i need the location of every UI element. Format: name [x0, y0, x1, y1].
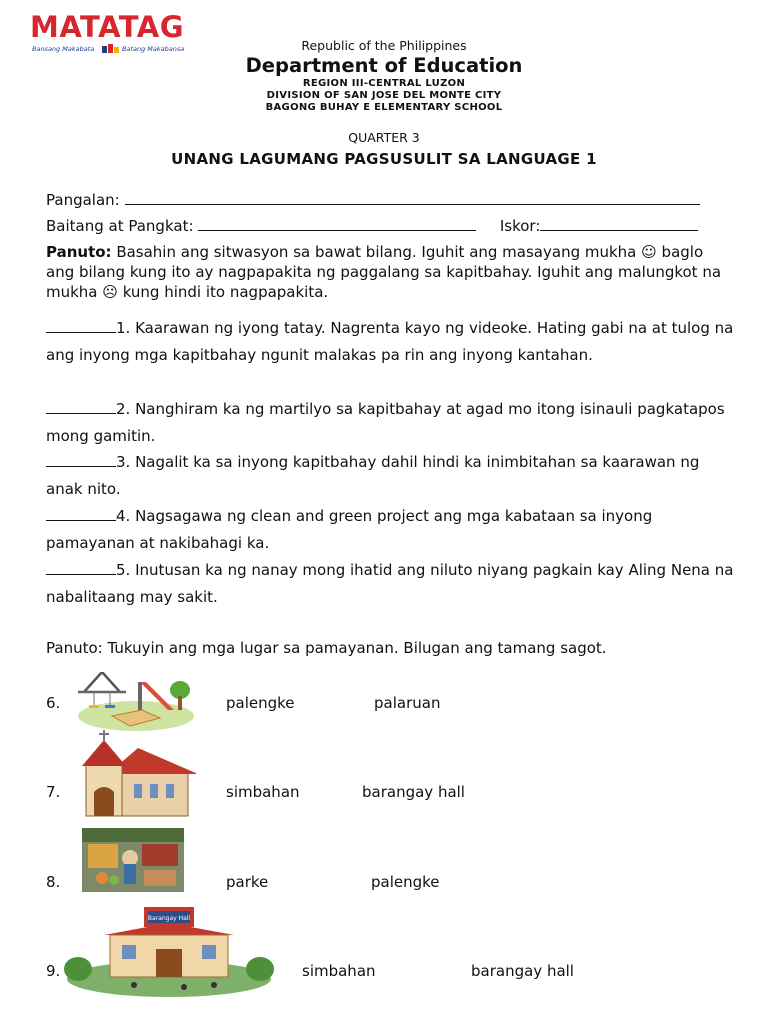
name-field-row	[46, 190, 700, 209]
answer-blank[interactable]	[46, 508, 116, 521]
choice-b[interactable]: barangay hall	[362, 783, 465, 801]
choice-b[interactable]: barangay hall	[471, 962, 574, 980]
instructions-label: Panuto:	[46, 243, 112, 261]
choice-b[interactable]: palaruan	[374, 694, 441, 712]
grade-field-row	[46, 216, 698, 235]
smiley-face-icon: ☺	[641, 243, 657, 261]
barangay-hall-sign: Barangay Hall	[147, 915, 191, 922]
answer-blank[interactable]	[46, 401, 116, 414]
item-text: 4. Nagsagawa ng clean and green project ang mga kabataan sa inyong pamayanan at nakibahagi ka.	[46, 507, 653, 552]
department-heading: Department of Education	[245, 54, 523, 77]
church-icon	[78, 730, 196, 820]
answer-blank[interactable]	[46, 454, 116, 467]
sad-face-icon: ☹	[102, 283, 118, 301]
item-text: 1. Kaarawan ng iyong tatay. Nagrenta kayo ng videoke. Hating gabi na at tulog na ang inyong mga kapitbahay ngunit malakas pa rin ang inyong kantahan.	[46, 319, 734, 364]
list-item	[46, 557, 736, 611]
instructions-text-a: Basahin ang sitwasyon sa bawat bilang. Iguhit ang masayang mukha	[111, 243, 642, 261]
instructions-part1	[46, 242, 726, 302]
choice-b[interactable]: palengke	[371, 873, 440, 891]
question-number: 6.	[46, 694, 61, 712]
instructions-text-c: kung hindi ito nagpapakita.	[117, 283, 329, 301]
list-item	[46, 396, 736, 450]
list-item	[46, 449, 736, 503]
division-heading: DIVISION OF SAN JOSE DEL MONTE CITY	[266, 90, 502, 101]
playground-icon	[72, 672, 197, 732]
item-text: 2. Nanghiram ka ng martilyo sa kapitbahay at agad mo itong isinauli pagkatapos mong gamitin.	[46, 400, 725, 445]
choice-a[interactable]: simbahan	[226, 783, 300, 801]
answer-blank[interactable]	[46, 320, 116, 333]
list-item	[46, 315, 736, 369]
logo-tag-right: Batang Makabansa	[122, 45, 185, 53]
logo-wordmark: MATATAG	[30, 10, 185, 44]
school-heading: BAGONG BUHAY E ELEMENTARY SCHOOL	[265, 102, 503, 113]
quarter-label: QUARTER 3	[348, 130, 420, 145]
grade-field[interactable]	[198, 216, 476, 231]
answer-blank[interactable]	[46, 562, 116, 575]
score-field[interactable]	[540, 216, 698, 231]
question-number: 9.	[46, 962, 61, 980]
market-icon	[82, 828, 184, 892]
item-text: 3. Nagalit ka sa inyong kapitbahay dahil hindi ka inimbitahan sa kaarawan ng anak nito.	[46, 453, 700, 498]
name-field[interactable]	[125, 190, 700, 205]
choice-a[interactable]: palengke	[226, 694, 295, 712]
choice-a[interactable]: simbahan	[302, 962, 376, 980]
choice-a[interactable]: parke	[226, 873, 269, 891]
name-label: Pangalan:	[46, 191, 120, 209]
question-number: 8.	[46, 873, 61, 891]
grade-label: Baitang at Pangkat:	[46, 217, 194, 235]
question-number: 7.	[46, 783, 61, 801]
instructions-part2: Panuto: Tukuyin ang mga lugar sa pamayanan. Bilugan ang tamang sagot.	[46, 639, 607, 657]
region-heading: REGION III-CENTRAL LUZON	[302, 78, 466, 89]
logo-tag-left: Bansang Makabata	[32, 45, 95, 53]
list-item	[46, 503, 736, 557]
test-title: UNANG LAGUMANG PAGSUSULIT SA LANGUAGE 1	[171, 150, 597, 168]
instructions-text-b: baglo ang bilang kung ito ay nagpapakita ng paggalang sa kapitbahay. Iguhit ang malungkot na mukha	[46, 243, 722, 301]
score-label: Iskor:	[499, 217, 541, 235]
republic-heading: Republic of the Philippines	[301, 38, 467, 53]
item-text: 5. Inutusan ka ng nanay mong ihatid ang niluto niyang pagkain kay Aling Nena na nabalitaang may sakit.	[46, 561, 734, 606]
barangay-hall-icon	[64, 905, 274, 1000]
